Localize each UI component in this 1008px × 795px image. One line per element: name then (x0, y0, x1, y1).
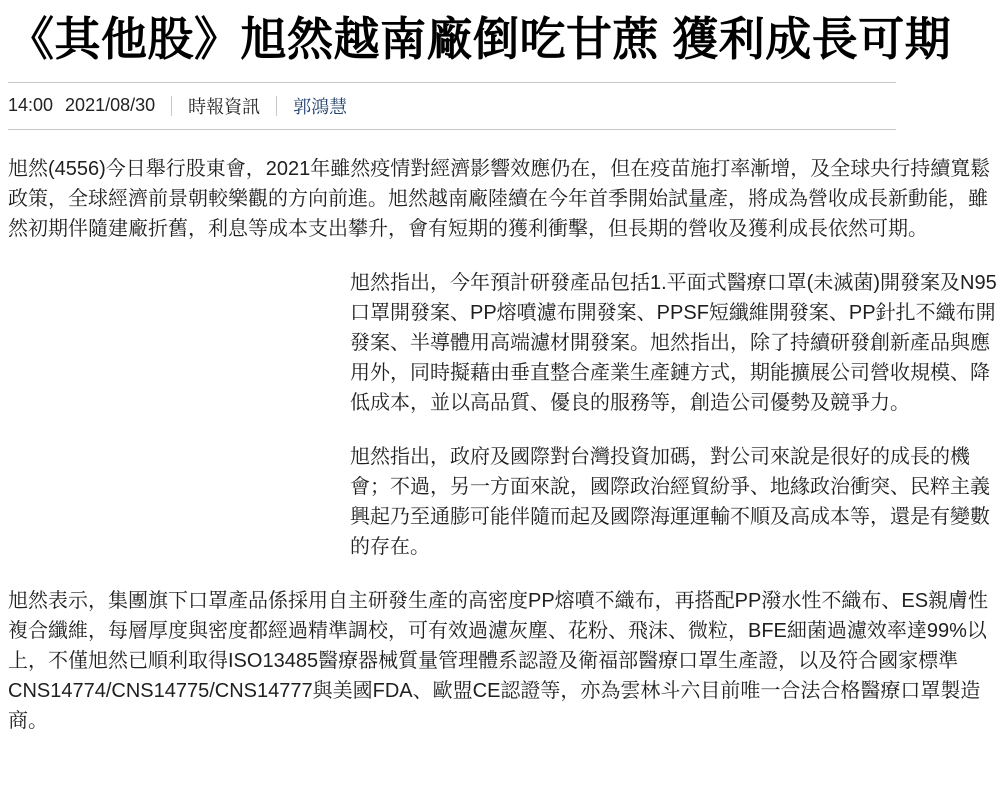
article-paragraph-4: 旭然表示，集團旗下口罩產品係採用自主研發生產的高密度PP熔噴不織布，再搭配PP潑水性不織布、ES親膚性複合纖維，每層厚度與密度都經過精準調校，可有效過濾灰塵、花粉、飛沫、微粒，BFE細菌過濾效率達99%以上，不僅旭然已順利取得ISO13485醫療器械質量管理體系認證及衛福部醫療口罩生產證，以及符合國家標準CNS14774/CNS14775/CNS14777與美國FDA、歐盟CE認證等，亦為雲林斗六目前唯一合法合格醫療口罩製造商。 (8, 589, 989, 732)
article-body (8, 154, 1000, 736)
meta-divider (171, 96, 172, 116)
source-link[interactable]: 時報資訊 (188, 96, 261, 117)
article-meta-bar (8, 82, 896, 130)
article-title: 《其他股》旭然越南廠倒吃甘蔗 獲利成長可期 (8, 13, 952, 65)
publish-time: 14:00 (8, 95, 54, 116)
article-paragraph-2: 旭然指出，今年預計研發產品包括1.平面式醫療口罩(未滅菌)開發案及N95口罩開發案、PP熔噴濾布開發案、PPSF短纖維開發案、PP針扎不織布開發案、半導體用高端濾材開發案。旭然指出，除了持續研發創新產品與應用外，同時擬藉由垂直整合產業生產鏈方式，期能擴展公司營收規模、降低成本，並以高品質、優良的服務等，創造公司優勢及競爭力。 (350, 271, 997, 414)
ad-placeholder (8, 268, 350, 554)
publish-date: 2021/08/30 (65, 95, 156, 116)
article-paragraph-1: 旭然(4556)今日舉行股東會，2021年雖然疫情對經濟影響效應仍在，但在疫苗施打率漸增，及全球央行持續寬鬆政策，全球經濟前景朝較樂觀的方向前進。旭然越南廠陸續在今年首季開始試量產，將成為營收成長新動能，雖然初期伴隨建廠折舊，利息等成本支出攀升，會有短期的獲利衝擊，但長期的營收及獲利成長依然可期。 (8, 157, 991, 240)
author-link[interactable]: 郭鴻慧 (293, 96, 348, 117)
article-paragraph-3: 旭然指出，政府及國際對台灣投資加碼，對公司來說是很好的成長的機會；不過，另一方面來說，國際政治經貿紛爭、地緣政治衝突、民粹主義興起乃至通膨可能伴隨而起及國際海運運輸不順及高成本等，還是有變數的存在。 (350, 445, 990, 558)
meta-divider (276, 96, 277, 116)
